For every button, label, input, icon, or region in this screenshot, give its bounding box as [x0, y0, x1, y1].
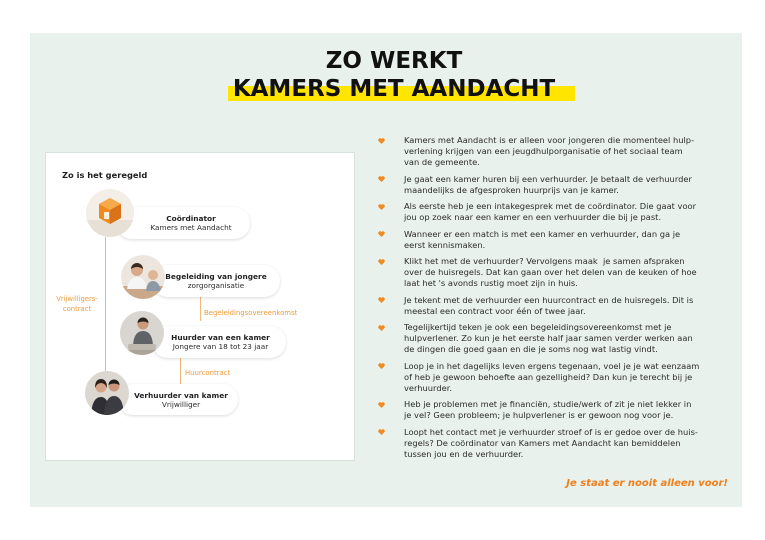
list-item [376, 229, 726, 251]
step-line: Tegelijkertijd teken je ook een begeleidingsovereenkomst met je [404, 322, 672, 332]
verhuurder-image [85, 371, 129, 415]
label-begeleidingsovereenkomst: Begeleidingsovereenkomst [204, 309, 298, 317]
heart-icon [376, 201, 404, 212]
node-begeleiding-role: Begeleiding van jongere [165, 272, 267, 281]
step-text [404, 295, 693, 317]
heart-icon [376, 399, 404, 410]
node-coordinator-description: Kamers met Aandacht [150, 223, 232, 232]
connector-begeleidingsovereenkomst [200, 297, 201, 321]
steps-list [376, 135, 726, 465]
heart-icon [376, 295, 404, 306]
begeleiding-photo [121, 255, 165, 299]
step-line: Als eerste heb je een intakegesprek met de coördinator. Die gaat voor [404, 201, 697, 211]
heart-icon [376, 427, 404, 438]
node-huurder-role: Huurder van een kamer [171, 333, 270, 342]
begeleiding-image [121, 255, 165, 299]
label-vrijwilligerscontract-line-2: contract [62, 304, 92, 313]
list-item [376, 361, 726, 394]
list-item [376, 135, 726, 168]
list-item [376, 295, 726, 317]
step-line: Loopt het contact met je verhuurder stroef of is er gedoe over de huis- [404, 426, 698, 437]
step-line: laat het 's avonds rustig moet zijn in huis. [404, 278, 578, 288]
verhuurder-photo [85, 371, 129, 415]
node-verhuurder-role: Verhuurder van kamer [134, 390, 228, 400]
node-begeleiding-description: zorgorganisatie [187, 281, 245, 290]
node-begeleiding [152, 265, 280, 297]
heart-icon [376, 361, 404, 372]
huurder-photo [120, 311, 164, 355]
list-item [376, 427, 726, 460]
coordinator-photo [86, 189, 134, 237]
node-verhuurder-description: Vrijwilliger [161, 399, 201, 409]
node-verhuurder [118, 384, 238, 415]
step-text [404, 399, 691, 421]
step-line: hulpverlener. Zo kun je het eerste half jaar samen verder werken aan [404, 333, 693, 343]
step-line: van de gemeente. [404, 157, 480, 167]
list-item [376, 322, 726, 355]
label-vrijwilligerscontract [47, 295, 107, 314]
heart-icon [376, 229, 404, 240]
step-line: over de huisregels. Dat kan gaan over het delen van de keuken of hoe [404, 267, 697, 277]
list-item [376, 256, 726, 289]
heart-icon [376, 174, 404, 185]
step-line: regels? De coördinator van Kamers met Aandacht kan bemiddelen [404, 437, 681, 448]
node-huurder-description: Jongere van 18 tot 23 jaar [172, 342, 269, 351]
step-text [404, 427, 698, 460]
step-line: verhuurder. [404, 382, 452, 393]
footer-tagline: Je staat er nooit alleen voor! [566, 478, 728, 489]
step-line: tussen jou en de verhuurder. [404, 448, 524, 459]
step-text [404, 135, 694, 168]
diagram-title: Zo is het geregeld [62, 170, 148, 180]
huurder-image [120, 311, 164, 355]
step-text [404, 256, 697, 289]
step-text [404, 361, 699, 394]
list-item [376, 399, 726, 421]
step-text [404, 201, 696, 223]
node-huurder [152, 326, 286, 358]
step-line: jou op zoek naar een kamer en een verhuurder die bij je past. [404, 212, 662, 222]
node-coordinator [116, 207, 250, 239]
step-text [404, 174, 692, 196]
step-line: je vel? Geen probleem; je hulpverlener is er gewoon nog voor je. [404, 410, 674, 420]
step-text [404, 322, 693, 355]
step-line: Klikt het met de verhuurder? Vervolgens maak je samen afspraken [404, 256, 685, 266]
step-line: Wanneer er een match is met een kamer en verhuurder, dan ga je [404, 228, 681, 239]
step-line: meestal een contract voor één of twee jaar. [404, 305, 586, 316]
step-line: Je tekent met de verhuurder een huurcontract en de huisregels. Dit is [404, 294, 694, 305]
step-line: maandelijks de afgesproken huurprijs van je kamer. [404, 184, 619, 195]
step-text [404, 229, 680, 251]
coordinator-image [86, 189, 134, 237]
step-line: eerst kennismaken. [404, 239, 486, 250]
step-line: Heb je problemen met je financiën, studie/werk of zit je niet lekker in [404, 399, 692, 409]
list-item [376, 201, 726, 223]
label-vrijwilligerscontract-line-1: Vrijwilligers- [56, 295, 98, 303]
heart-icon [376, 135, 404, 146]
step-line: Je gaat een kamer huren bij een verhuurder. Je betaalt de verhuurder [404, 173, 692, 184]
page-title-line-2: KAMERS MET AANDACHT [232, 76, 556, 102]
heart-icon [376, 256, 404, 267]
node-coordinator-role: Coördinator [166, 214, 216, 223]
page-title-line-1: ZO WERKT [325, 48, 463, 74]
step-line: de dingen die goed gaan en die je soms nog wat lastig vindt. [404, 344, 658, 354]
label-huurcontract: Huurcontract [185, 369, 231, 377]
list-item [376, 174, 726, 196]
connector-huurcontract [180, 358, 181, 384]
step-line: verlening krijgen van een jeugdhulporganisatie of het sociaal team [404, 146, 683, 156]
step-line: of heb je gewoon behoefte aan gezelligheid? Dan kun je terecht bij je [404, 371, 693, 382]
step-line: Loop je in het dagelijks leven ergens tegenaan, voel je je wat eenzaam [404, 360, 700, 371]
heart-icon [376, 322, 404, 333]
step-line: Kamers met Aandacht is er alleen voor jongeren die momenteel hulp- [404, 135, 695, 145]
